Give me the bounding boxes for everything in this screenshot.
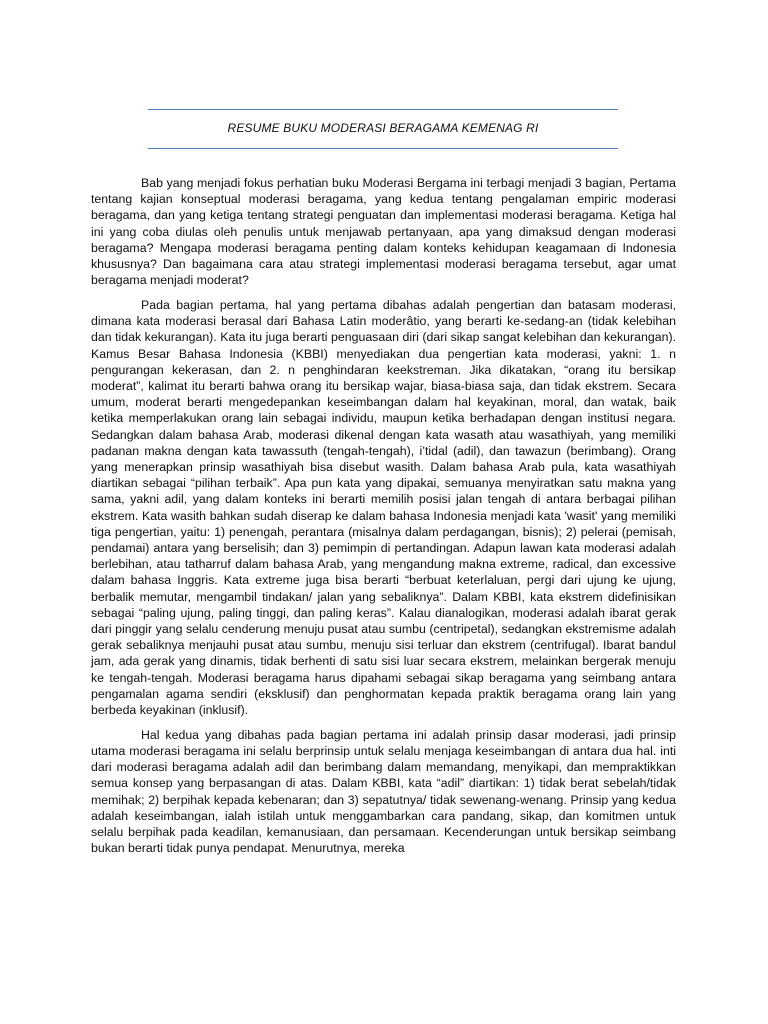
paragraph-principles: Hal kedua yang dibahas pada bagian pertama ini adalah prinsip dasar moderasi, jadi prinsip utama moderasi beragama ini selalu berprinsip untuk selalu menjaga keseimbangan di antara dua hal. inti dari moderasi beragama adalah adil dan berimbang dalam memandang, menyikapi, dan mempraktikkan semua konsep yang berpasangan di atas. Dalam KBBI, kata “adil” diartikan: 1) tidak berat sebelah/tidak memihak; 2) berpihak kepada kebenaran; dan 3) sepatutnya/ tidak sewenang-wenang. Prinsip yang kedua adalah keseimbangan, ialah istilah untuk menggambarkan cara pandang, sikap, dan komitmen untuk selalu berpihak pada keadilan, kemanusiaan, dan persamaan. Kecenderungan untuk bersikap seimbang bukan berarti tidak punya pendapat. Menurutnya, mereka [91, 727, 676, 856]
document-title: RESUME BUKU MODERASI BERAGAMA KEMENAG RI [227, 121, 539, 135]
title-top-rule [148, 109, 618, 110]
paragraph-intro: Bab yang menjadi fokus perhatian buku Moderasi Bergama ini terbagi menjadi 3 bagian, Pertama tentang kajian konseptual moderasi beragama, yang kedua tentang pengalaman empiric moderasi beragama, dan yang ketiga tentang strategi penguatan dan implementasi moderasi beragama. Ketiga hal ini yang coba diulas oleh penulis untuk menjawab pertanyaan, apa yang dimaksud dengan moderasi beragama? Mengapa moderasi beragama penting dalam konteks kehidupan keagamaan di Indonesia khususnya? Dan bagaimana cara atau strategi implementasi moderasi beragama tersebut, agar umat beragama menjadi moderat? [91, 176, 676, 288]
document-body [91, 175, 676, 865]
paragraph-definition: Pada bagian pertama, hal yang pertama dibahas adalah pengertian dan batasam moderasi, dimana kata moderasi berasal dari Bahasa Latin moderâtio, yang berarti ke-sedang-an (tidak kelebihan dan tidak kekurangan). Kata itu juga berarti penguasaan diri (dari sikap sangat kelebihan dan kekurangan). Kamus Besar Bahasa Indonesia (KBBI) menyediakan dua pengertian kata moderasi, yakni: 1. n pengurangan kekerasan, dan 2. n penghindaran keekstreman. Jika dikatakan, “orang itu bersikap moderat”, kalimat itu berarti bahwa orang itu bersikap wajar, biasa-biasa saja, dan tidak ekstrem. Secara umum, moderat berarti mengedepankan keseimbangan dalam hal keyakinan, moral, dan watak, baik ketika memperlakukan orang lain sebagai individu, maupun ketika berhadapan dengan institusi negara. Sedangkan dalam bahasa Arab, moderasi dikenal dengan kata wasath atau wasathiyah, yang memiliki padanan makna dengan kata tawassuth (tengah-tengah), i’tidal (adil), dan tawazun (berimbang). Orang yang menerapkan prinsip wasathiyah bisa disebut wasith. Dalam bahasa Arab pula, kata wasathiyah diartikan sebagai “pilihan terbaik”. Apa pun kata yang dipakai, semuanya menyiratkan satu makna yang sama, yakni adil, yang dalam konteks ini berarti memilih posisi jalan tengah di antara berbagai pilihan ekstrem. Kata wasith bahkan sudah diserap ke dalam bahasa Indonesia menjadi kata 'wasit' yang memiliki tiga pengertian, yaitu: 1) penengah, perantara (misalnya dalam perdagangan, bisnis); 2) pelerai (pemisah, pendamai) antara yang berselisih; dan 3) pemimpin di pertandingan. Adapun lawan kata moderasi adalah berlebihan, atau tatharruf dalam bahasa Arab, yang mengandung makna extreme, radical, dan excessive dalam bahasa Inggris. Kata extreme juga bisa berarti “berbuat keterlaluan, pergi dari ujung ke ujung, berbalik memutar, mengambil tindakan/ jalan yang sebaliknya”. Dalam KBBI, kata ekstrem didefinisikan sebagai “paling ujung, paling tinggi, dan paling keras”. Kalau dianalogikan, moderasi adalah ibarat gerak dari pinggir yang selalu cenderung menuju pusat atau sumbu (centripetal), sedangkan ekstremisme adalah gerak sebaliknya menjauhi pusat atau sumbu, menuju sisi terluar dan ekstrem (centrifugal). Ibarat bandul jam, ada gerak yang dinamis, tidak berhenti di satu sisi luar secara ekstrem, melainkan bergerak menuju ke tengah-tengah. Moderasi beragama harus dipahami sebagai sikap beragama yang seimbang antara pengamalan agama sendiri (eksklusif) dan penghormatan kepada praktik beragama orang lain yang berbeda keyakinan (inklusif). [91, 297, 676, 717]
title-bottom-rule [148, 148, 618, 149]
